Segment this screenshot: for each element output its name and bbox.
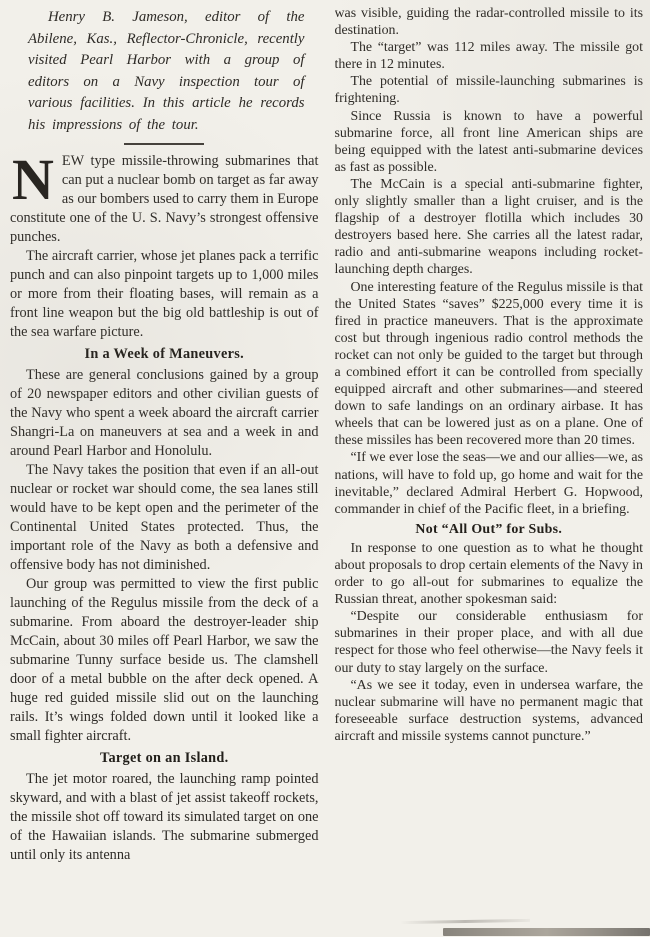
drop-cap-letter: N	[12, 147, 54, 212]
paragraph-target-distance: The “target” was 112 miles away. The missile got there in 12 minutes.	[334, 40, 643, 73]
editor-intro-note: Henry B. Jameson, editor of the Abilene, Kas., Reflector-Chronicle, recently visited Pearl Harbor with a group of editors on a Navy inspection tour of various facilities. In this article he records his impressions of the tour.	[28, 9, 305, 133]
left-column	[10, 5, 319, 937]
paragraph-regulus-savings: One interesting feature of the Regulus missile is that the United States “saves” $225,000 every time it is fired in practice maneuvers. That is the approximate cost but through ingenious radio control methods the rocket can not only be guided to the target but through a combined effort it can be controlled from specially equipped aircraft and other submarines—and steered down to safe landings on an ordinary airbase. It has wheels that can be lowered just as on a plane. One of these missiles has been recovered more than 20 times.	[334, 279, 643, 449]
paragraph-editors-group: These are general conclusions gained by a group of 20 newspaper editors and other civilian guests of the Navy who spent a week aboard the aircraft carrier Shangri-La on maneuvers at sea and a week in and around Pearl Harbor and Honolulu.	[10, 367, 319, 459]
paragraph-response-question: In response to one question as to what he thought about proposals to drop certain elements of the Navy in order to go all-out for submarines to equalize the Russian threat, another spokesman said:	[334, 540, 643, 608]
scan-edge-artifact	[443, 928, 650, 936]
paragraph-despite-enthusiasm: “Despite our considerable enthusiasm for submarines in their proper place, and with all due respect for those who feel otherwise—the Navy feels it our duty to stay largely on the surface.	[334, 609, 643, 676]
subhead-not-all-out-for-subs: Not “All Out” for Subs.	[415, 521, 563, 537]
paragraph-regulus-launch: Our group was permitted to view the first public launching of the Regulus missile from the deck of a submarine. From aboard the destroyer-leader ship McCain, about 30 miles off Pearl Harbor, we saw the submarine Tunny surface beside us. The clamshell door of a metal bubble on the after deck opened. A huge red guided missile slid out on the launching rails. It’s wings folded down until it looked like a small fighter aircraft.	[10, 576, 319, 744]
paragraph-aircraft-carrier: The aircraft carrier, whose jet planes pack a terrific punch and can also pinpoint targets up to 1,000 miles or more from their floating bases, will remain as a front line weapon but the big old battleship is out of the sea warfare picture.	[10, 248, 319, 340]
paragraph-mccain: The McCain is a special anti-submarine fighter, only slightly smaller than a light cruiser, and is the flagship of a destroyer flotilla which includes 30 destroyers based here. She carries all the latest radar, radio and anti-submarine weapons including rocket-launching depth charges.	[334, 176, 643, 278]
right-column	[335, 5, 644, 937]
subhead-target-on-island: Target on an Island.	[99, 750, 229, 766]
paragraph-undersea-warfare: “As we see it today, even in undersea warfare, the nuclear submarine will have no permanent magic that foreseeable surface destruction systems, advanced aircraft and missile systems cannot puncture.”	[334, 677, 643, 744]
paragraph-antenna-continuation: was visible, guiding the radar-controlled missile to its destination.	[334, 6, 643, 39]
lead-paragraph-text: EW type missile-throwing submarines that can put a nuclear bomb on target as far away as our bombers used to carry them in Europe constitute one of the U. S. Navy’s strongest offensive punches.	[10, 153, 319, 245]
paragraph-potential: The potential of missile-launching submarines is frightening.	[334, 74, 643, 107]
paragraph-russia-force: Since Russia is known to have a powerful submarine force, all front line American ships are being equipped with the latest anti-submarine devices as fast as possible.	[334, 108, 643, 175]
paragraph-jet-motor: The jet motor roared, the launching ramp pointed skyward, and with a blast of jet assist takeoff rockets, the missile shot off toward its simulated target on one of the Hawaiian islands. The submarine submerged until only its antenna	[10, 771, 319, 863]
paragraph-hopwood-quote: “If we ever lose the seas—we and our allies—we, as nations, will have to fold up, go home and wait for the inevitable,” declared Admiral Herbert G. Hopwood, commander in chief of the Pacific fleet, in a briefing.	[334, 450, 643, 517]
lead-paragraph	[10, 147, 319, 247]
paragraph-navy-position: The Navy takes the position that even if an all-out nuclear or rocket war should come, the sea lanes still would have to be kept open and the perimeter of the Continental United States protected. Thus, the important role of the Navy as both a defensive and offensive body has not diminished.	[10, 462, 319, 573]
section-divider-rule	[124, 143, 204, 145]
subhead-week-of-maneuvers: In a Week of Maneuvers.	[84, 346, 245, 362]
